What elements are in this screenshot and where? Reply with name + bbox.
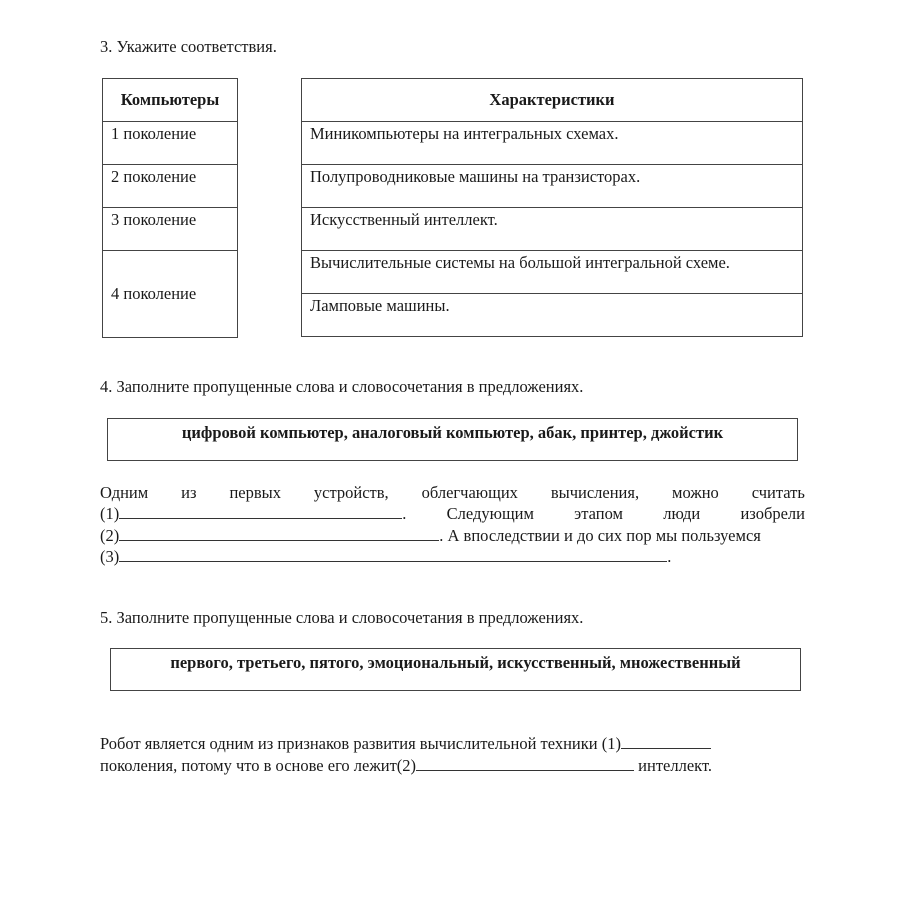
q5-line-2 — [100, 756, 805, 776]
text: Робот является одним из признаков развития вычислительной техники (1) — [100, 734, 621, 753]
text: . — [667, 547, 672, 566]
word: изобрели — [740, 504, 805, 523]
q4-word-bank: цифровой компьютер, аналоговый компьютер, абак, принтер, джойстик — [107, 418, 798, 461]
word: облегчающих — [421, 483, 518, 502]
generations-header: Компьютеры — [103, 79, 238, 122]
generation-cell: 4 поколение — [103, 251, 238, 338]
word: . — [402, 504, 407, 523]
blank-line[interactable] — [119, 547, 667, 562]
characteristic-cell: Миникомпьютеры на интегральных схемах. — [302, 122, 803, 165]
characteristics-table — [301, 78, 803, 337]
word: считать — [751, 483, 805, 502]
q4-title: 4. Заполните пропущенные слова и словосочетания в предложениях. — [100, 377, 584, 396]
q5-title: 5. Заполните пропущенные слова и словосочетания в предложениях. — [100, 608, 584, 627]
word: Следующим — [446, 504, 534, 523]
text: . А впоследствии и до сих пор мы пользуемся — [439, 526, 761, 545]
word: вычисления, — [550, 483, 640, 502]
text: интеллект. — [634, 756, 713, 775]
q4-line-3 — [100, 526, 805, 546]
blank-1-group — [100, 504, 406, 524]
q4-line-1 — [100, 483, 805, 503]
characteristic-cell: Вычислительные системы на большой интегральной схеме. — [302, 251, 803, 294]
blank-line[interactable] — [119, 504, 402, 519]
generations-table — [102, 78, 238, 338]
word: из — [181, 483, 197, 502]
characteristic-cell: Искусственный интеллект. — [302, 208, 803, 251]
q5-line-1 — [100, 734, 805, 754]
characteristics-header: Характеристики — [302, 79, 803, 122]
blank-label: (2) — [100, 526, 120, 545]
q5-word-bank: первого, третьего, пятого, эмоциональный, искусственный, множественный — [110, 648, 801, 691]
blank-line[interactable] — [119, 526, 439, 541]
word: устройств, — [313, 483, 389, 502]
blank-line[interactable] — [416, 756, 634, 771]
q4-line-4 — [100, 547, 805, 567]
word: можно — [672, 483, 719, 502]
q4-line-2 — [100, 504, 805, 524]
characteristic-cell: Полупроводниковые машины на транзисторах. — [302, 165, 803, 208]
blank-label: (1) — [100, 504, 120, 523]
word: этапом — [574, 504, 623, 523]
generation-cell: 3 поколение — [103, 208, 238, 251]
word: первых — [229, 483, 281, 502]
word: люди — [663, 504, 701, 523]
blank-label: (3) — [100, 547, 120, 566]
q3-title: 3. Укажите соответствия. — [100, 37, 277, 56]
text: поколения, потому что в основе его лежит(2) — [100, 756, 417, 775]
generation-cell: 2 поколение — [103, 165, 238, 208]
blank-line[interactable] — [621, 734, 711, 749]
generation-cell: 1 поколение — [103, 122, 238, 165]
characteristic-cell: Ламповые машины. — [302, 294, 803, 337]
word: Одним — [100, 483, 149, 502]
